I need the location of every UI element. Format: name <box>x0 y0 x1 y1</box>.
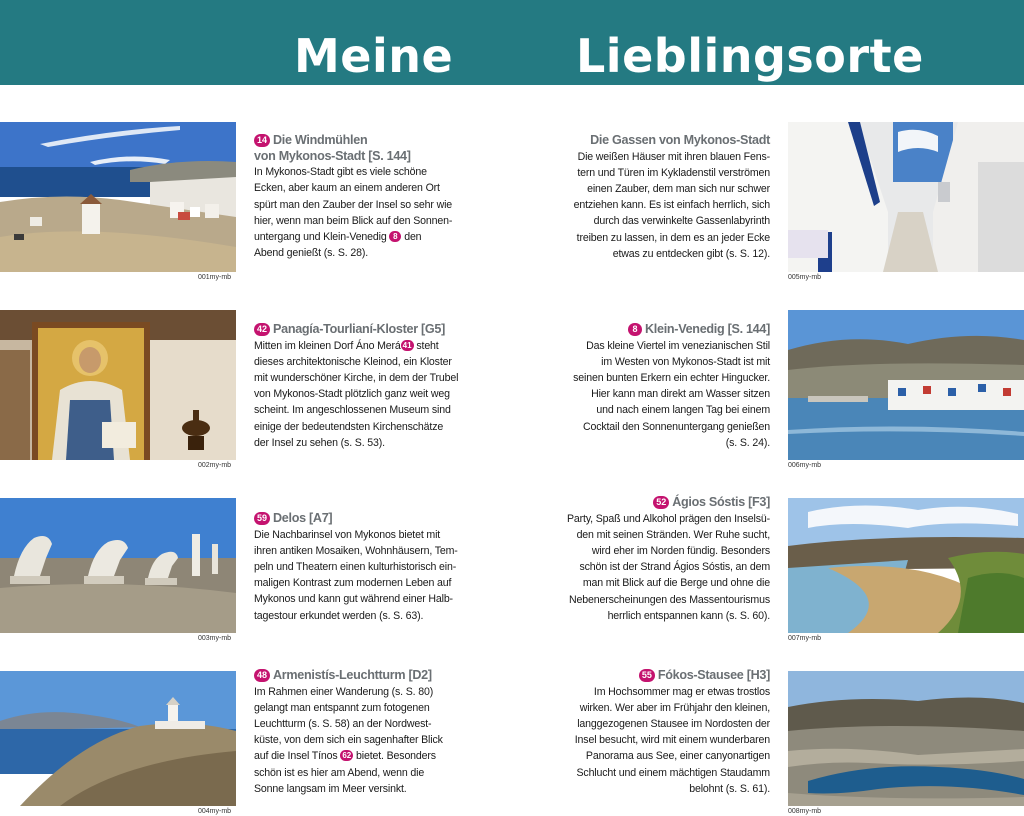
entry-heading <box>254 668 468 684</box>
body-line: mit wunderschöner Kirche, in dem der Trubel <box>254 372 459 384</box>
reference-badge: 41 <box>402 340 412 350</box>
location-badge: 52 <box>653 496 669 509</box>
body-line: und nach einem langen Tag bei einem <box>596 404 770 417</box>
heading-line: Delos [A7] <box>273 511 333 525</box>
location-badge: 59 <box>254 512 270 525</box>
entry-heading <box>558 668 770 684</box>
body-line: den mit seinen Stränden. Wer Ruhe sucht, <box>576 528 770 541</box>
icon-photo <box>0 310 236 460</box>
photo-credit: 004my-mb <box>198 808 232 815</box>
body-line: auf die Insel Tínos <box>254 750 338 763</box>
body-line: spürt man den Zauber der Insel so sehr wie <box>254 198 453 211</box>
body-line: gelangt man entspannt zum fotogenen <box>254 701 430 714</box>
entry-windmills <box>254 133 464 261</box>
body-line: Die Nachbarinsel von Mykonos bietet mit <box>254 528 441 541</box>
beach-photo <box>788 498 1024 633</box>
body-line: wirken. Wer aber im Frühjahr den kleinen, <box>579 701 770 714</box>
photo-credit: 008my-mb <box>788 808 822 815</box>
entry-heading <box>254 322 466 338</box>
entry-heading <box>558 322 770 338</box>
body-line: der Insel zu sehen (s. S. 53). <box>254 436 385 449</box>
body-line: In Mykonos-Stadt gibt es viele schöne <box>254 166 427 179</box>
entry-delos <box>254 511 468 624</box>
body-line: etwas zu entdecken gibt (s. S. 12). <box>612 247 770 260</box>
body-line: Party, Spaß und Alkohol prägen den Inselsü- <box>566 512 770 525</box>
body-line: entziehen kann. Es ist einfach herrlich, sich <box>573 199 770 212</box>
windmill-photo <box>0 122 236 272</box>
location-badge: 8 <box>628 323 642 336</box>
body-line: hier, wenn man beim Blick auf den Sonnen- <box>254 214 453 227</box>
body-line: küste, von dem sich ein sagenhafter Blick <box>254 734 443 747</box>
location-badge: 42 <box>254 323 270 336</box>
reference-badge: 62 <box>342 751 352 761</box>
body-line: Leuchtturm (s. S. 58) an der Nordwest- <box>254 718 432 730</box>
heading-line: Panagía-Tourlianí-Kloster [G5] <box>273 322 446 336</box>
body-line: Im Hochsommer mag er etwas trostlos <box>593 685 770 698</box>
body-line: Panorama aus See, einer canyonartigen <box>585 750 770 763</box>
body-line: maligen Kontrast zum modernen Leben auf <box>254 577 452 590</box>
body-line: steht <box>416 339 439 352</box>
body-line: wird eher im Norden fündig. Besonders <box>591 545 770 557</box>
body-line: bietet. Besonders <box>356 750 436 763</box>
heading-line: Klein-Venedig [S. 144] <box>645 322 770 336</box>
photo-credit: 005my-mb <box>788 274 822 281</box>
body-line: schön ist es hier am Abend, wenn die <box>254 766 425 779</box>
body-line: Hier kann man direkt am Wasser sitzen <box>591 388 770 401</box>
reference-badge: 8 <box>389 231 401 242</box>
body-line: dieses architektonische Kleinod, ein Kloster <box>254 355 452 368</box>
body-line: Ecken, aber kaum an einem anderen Ort <box>254 182 440 195</box>
body-line: einige der bedeutendsten Kirchenschätze <box>254 420 444 433</box>
body-line: Mitten im kleinen Dorf Áno Merá <box>254 339 401 352</box>
body-line: Insel besucht, wird mit einem wunderbaren <box>574 734 770 747</box>
heading-line: Ágios Sóstis [F3] <box>672 495 770 509</box>
body-line: Im Rahmen einer Wanderung (s. S. 80) <box>254 685 434 698</box>
alley-photo <box>788 122 1024 272</box>
location-badge: 55 <box>639 669 655 682</box>
body-line: seinen bunten Erkern ein echter Hingucker. <box>573 372 770 384</box>
photo-credit: 007my-mb <box>788 635 822 642</box>
body-line: langgezogenen Stausee im Nordosten der <box>577 718 770 730</box>
body-line: Sonne langsam im Meer versinkt. <box>254 782 407 795</box>
photo-credit: 001my-mb <box>198 274 232 281</box>
body-line: im Westen von Mykonos-Stadt ist mit <box>601 355 770 368</box>
body-line: Das kleine Viertel im venezianischen Stil <box>586 339 770 352</box>
lions-photo <box>0 498 236 633</box>
heading-line: von Mykonos-Stadt [S. 144] <box>254 148 411 163</box>
little-venice-photo <box>788 310 1024 460</box>
photo-credit: 002my-mb <box>198 462 232 469</box>
body-line: Die weißen Häuser mit ihren blauen Fens- <box>577 150 770 163</box>
entry-monastery <box>254 322 466 451</box>
body-line: (s. S. 24). <box>725 436 770 449</box>
page-title-word-1: Meine <box>294 29 454 83</box>
location-badge: 14 <box>254 134 270 147</box>
location-badge: 48 <box>254 669 270 682</box>
entry-fokos <box>558 668 770 797</box>
body-line: tern und Türen im Kykladenstil verströmen <box>577 166 770 179</box>
lighthouse-photo <box>0 671 236 806</box>
body-line: scheint. Im angeschlossenen Museum sind <box>254 404 451 417</box>
body-line: tagestour erkundet werden (s. S. 63). <box>254 609 424 622</box>
body-line: man mit Blick auf die Berge und ohne die <box>582 577 770 590</box>
entry-little-venice <box>558 322 770 451</box>
entry-heading <box>254 511 468 527</box>
entry-agios-sostis <box>558 495 770 624</box>
heading-line: Armenistís-Leuchtturm [D2] <box>273 668 432 682</box>
body-line: Nebenerscheinungen des Massentourismus <box>569 593 770 606</box>
body-line: untergang und Klein-Venedig <box>254 231 387 243</box>
body-line: den <box>404 231 422 243</box>
body-line: Abend genießt (s. S. 28). <box>254 247 369 260</box>
body-line: herrlich entspannen kann (s. S. 60). <box>607 609 770 622</box>
body-line: belohnt (s. S. 61). <box>689 782 770 795</box>
body-line: einen Zauber, dem man sich nur schwer <box>587 183 770 195</box>
reservoir-photo <box>788 671 1024 806</box>
photo-credit: 006my-mb <box>788 462 822 469</box>
heading-line: Fókos-Stausee [H3] <box>657 668 770 682</box>
body-line: Mykonos und kann gut während einer Halb- <box>254 593 453 606</box>
body-line: treiben zu lassen, in dem es an jeder Ecke <box>576 231 770 244</box>
body-line: peln und Theatern einen kulturhistorisch ein- <box>254 561 457 573</box>
heading-line: Die Windmühlen <box>273 133 368 147</box>
entry-heading <box>558 495 770 511</box>
photo-credit: 003my-mb <box>198 635 232 642</box>
body-line: durch das verwinkelte Gassenlabyrinth <box>593 215 770 228</box>
body-line: Schlucht und einem mächtigen Staudamm <box>576 766 770 779</box>
body-line: Cocktail den Sonnenuntergang genießen <box>582 420 770 433</box>
entry-heading <box>254 133 464 164</box>
body-line: von Mykonos-Stadt plötzlich ganz weit weg <box>254 388 450 401</box>
body-line: schön ist der Strand Ágios Sóstis, an dem <box>579 561 770 574</box>
entry-alleys <box>560 133 770 262</box>
entry-lighthouse <box>254 668 468 797</box>
entry-heading: Die Gassen von Mykonos-Stadt <box>590 133 770 147</box>
body-line: ihren antiken Mosaiken, Wohnhäusern, Tem- <box>254 544 458 557</box>
page-title-word-2: Lieblingsorte <box>576 29 924 83</box>
